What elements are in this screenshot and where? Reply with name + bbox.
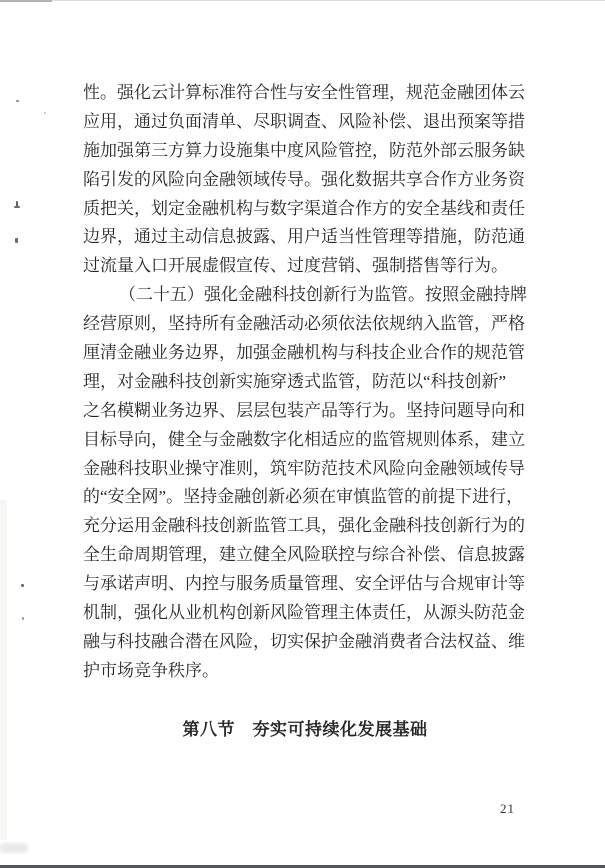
body-line: 护市场竞争秩序。 <box>83 660 219 680</box>
scan-speck <box>22 617 24 620</box>
scan-speck <box>16 100 19 102</box>
scan-smudge <box>0 843 28 853</box>
scan-edge-top <box>0 0 605 1</box>
body-line: 性。强化云计算标准符合性与安全性管理，规范金融团体云 <box>83 83 525 102</box>
body-line: 全生命周期管理，建立健全风险联控与综合补偿、信息披露 <box>83 545 525 565</box>
body-line: 过流量入口开展虚假宣传、过度营销、强制搭售等行为。 <box>83 256 508 276</box>
body-line: 施加强第三方算力设施集中度风险管控，防范外部云服务缺 <box>83 140 525 160</box>
document-body-text <box>83 79 527 686</box>
body-line-paragraph-start: （二十五）强化金融科技创新行为监管。按照金融持牌 <box>119 285 527 305</box>
body-line: 应用，通过负面清单、尽职调查、风险补偿、退出预案等措 <box>83 111 525 131</box>
body-line: 机制，强化从业机构创新风险管理主体责任，从源头防范金 <box>83 603 525 623</box>
body-line: 融与科技融合潜在风险，切实保护金融消费者合法权益、维 <box>83 631 525 651</box>
body-line: 质把关，划定金融机构与数字渠道合作方的安全基线和责任 <box>83 198 525 218</box>
section-heading: 第八节 夯实可持续化发展基础 <box>182 720 428 739</box>
body-line: 之名模糊业务边界、层层包装产品等行为。坚持问题导向和 <box>83 400 525 420</box>
body-line: 边界，通过主动信息披露、用户适当性管理等措施，防范通 <box>83 227 525 247</box>
body-line: 目标导向，健全与金融数字化相适应的监管规则体系，建立 <box>83 429 525 449</box>
body-line: 的“安全网”。坚持金融创新必须在审慎监管的前提下进行， <box>83 487 524 507</box>
scan-speck <box>44 112 46 114</box>
scan-edge-top-corner <box>0 0 52 2</box>
scan-speck <box>15 238 18 243</box>
body-line: 厘清金融业务边界，加强金融机构与科技企业合作的规范管 <box>83 343 525 363</box>
body-line: 陷引发的风险向金融领域传导。强化数据共享合作方业务资 <box>83 169 525 189</box>
body-line: 与承诺声明、内控与服务质量管理、安全评估与合规审计等 <box>83 574 525 594</box>
scan-speck <box>14 206 20 208</box>
scan-speck <box>21 584 24 587</box>
body-line: 金融科技职业操守准则，筑牢防范技术风险向金融领域传导 <box>83 458 525 478</box>
body-line: 理，对金融科技创新实施穿透式监管，防范以“科技创新” <box>83 371 507 391</box>
scan-edge-left-streak <box>0 500 7 840</box>
body-line: 经营原则，坚持所有金融活动必须依法依规纳入监管，严格 <box>83 314 525 334</box>
body-line: 充分运用金融科技创新监管工具，强化金融科技创新行为的 <box>83 516 525 536</box>
page-number: 21 <box>500 801 515 816</box>
